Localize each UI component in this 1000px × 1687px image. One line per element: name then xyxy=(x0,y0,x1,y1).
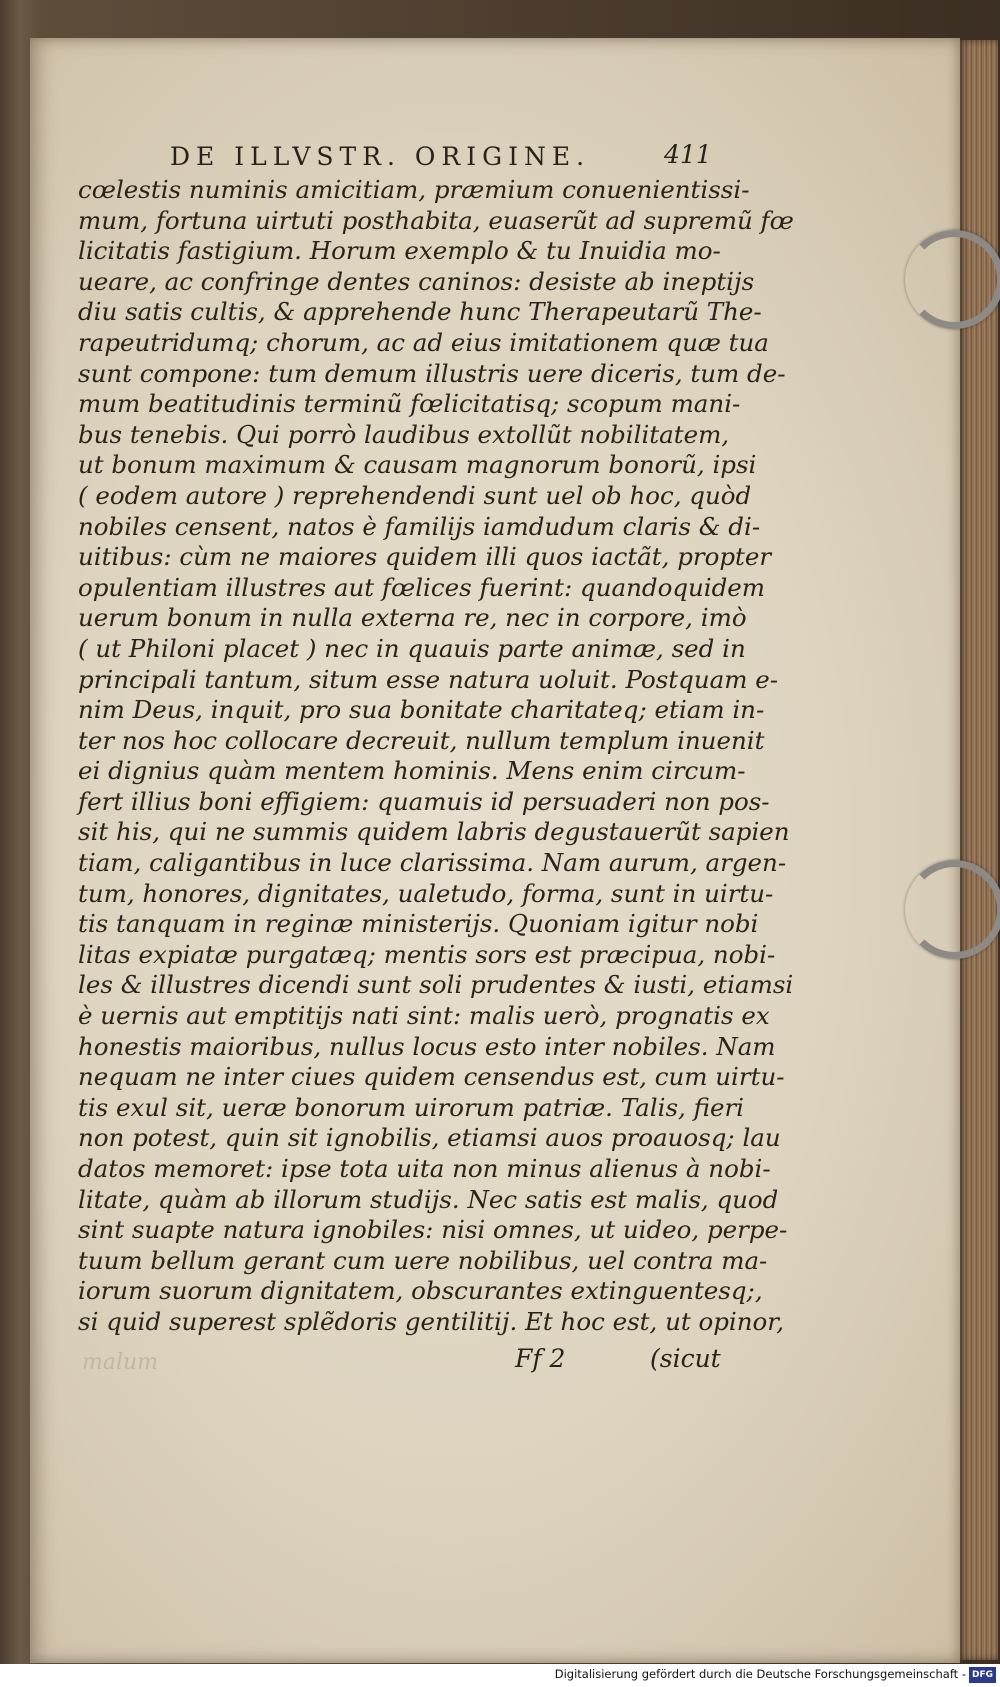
text-line: diu satis cultis, & apprehende hunc Therapeutarũ The- xyxy=(78,297,762,327)
text-line: si quid superest splẽdoris gentilitij. Et hoc est, ut opinor, xyxy=(78,1306,785,1336)
text-line: non potest, quin sit ignobilis, etiamsi auos proauosq; lau xyxy=(78,1123,781,1153)
dfg-logo[interactable]: DFG xyxy=(969,1667,996,1683)
text-line: litas expiatæ purgatæq; mentis sors est præcipua, nobi- xyxy=(78,939,776,969)
page-clip-bottom xyxy=(905,860,1000,959)
text-line: uerum bonum in nulla externa re, nec in corpore, imò xyxy=(78,603,747,633)
text-line: cœlestis numinis amicitiam, præmium conuenientissi- xyxy=(78,175,750,204)
text-line: nequam ne inter ciues quidem censendus est, cum uirtu- xyxy=(78,1062,785,1092)
text-line: iorum suorum dignitatem, obscurantes extinguentesq;, xyxy=(78,1276,763,1306)
text-line: licitatis fastigium. Horum exemplo & tu Inuidia mo- xyxy=(78,236,721,266)
text-line: è uernis aut emptitijs nati sint: malis uerò, prognatis ex xyxy=(78,1001,770,1031)
show-through-text: malum xyxy=(82,1350,159,1375)
text-line: sint suapte natura ignobiles: nisi omnes, ut uideo, perpe- xyxy=(78,1215,788,1245)
text-line: litate, quàm ab illorum studijs. Nec satis est malis, quod xyxy=(78,1184,779,1214)
text-line: mum beatitudinis terminũ fœlicitatisq; scopum mani- xyxy=(78,389,741,419)
text-line: honestis maioribus, nullus locus esto inter nobiles. Nam xyxy=(78,1031,776,1061)
text-line: fert illius boni effigiem: quamuis id persuaderi non pos- xyxy=(78,786,770,816)
text-line: ut bonum maximum & causam magnorum bonorũ, ipsi xyxy=(78,450,757,480)
text-line: sunt compone: tum demum illustris uere diceris, tum de- xyxy=(78,358,786,388)
text-line: ( ut Philoni placet ) nec in quauis parte animæ, sed in xyxy=(78,633,746,663)
running-head: DE ILLVSTR. ORIGINE. xyxy=(170,142,591,171)
text-line: mum, fortuna uirtuti posthabita, euaserũt ad supremũ fœ xyxy=(78,205,794,235)
text-line: datos memoret: ipse tota uita non minus alienus à nobi- xyxy=(78,1154,771,1183)
text-line: tiam, caligantibus in luce clarissima. Nam aurum, argen- xyxy=(78,848,787,878)
text-line: rapeutridumq; chorum, ac ad eius imitationem quæ tua xyxy=(78,327,769,357)
text-line: principali tantum, situm esse natura uoluit. Postquam e- xyxy=(78,664,779,694)
text-line: tis exul sit, ueræ bonorum uirorum patriæ. Talis, fieri xyxy=(78,1092,744,1122)
footer-credit: Digitalisierung gefördert durch die Deutsche Forschungsgemeinschaft - xyxy=(554,1667,966,1681)
text-line: ueare, ac confringe dentes caninos: desiste ab ineptijs xyxy=(78,266,755,296)
text-line: ( eodem autore ) reprehendendi sunt uel ob hoc, quòd xyxy=(78,480,752,510)
text-line: ei dignius quàm mentem hominis. Mens enim circum- xyxy=(78,756,746,786)
page-number: 411 xyxy=(664,140,712,169)
text-line: ter nos hoc collocare decreuit, nullum templum inuenit xyxy=(78,725,765,755)
text-line: bus tenebis. Qui porrò laudibus extollũt nobilitatem, xyxy=(78,419,730,449)
text-line: tis tanquam in reginæ ministerijs. Quoniam igitur nobi xyxy=(78,909,759,939)
text-line: nobiles censent, natos è familijs iamdudum claris & di- xyxy=(78,511,761,541)
body-text xyxy=(78,175,794,1338)
text-line: sit his, qui ne summis quidem labris degustauerũt sapien xyxy=(78,817,790,847)
catchword: (sicut xyxy=(650,1344,721,1373)
text-line: opulentiam illustres aut fœlices fuerint: quandoquidem xyxy=(78,572,766,602)
signature-mark: Ff 2 xyxy=(515,1344,566,1373)
text-line: uitibus: cùm ne maiores quidem illi quos iactãt, propter xyxy=(78,542,772,572)
text-line: nim Deus, inquit, pro sua bonitate charitateq; etiam in- xyxy=(78,695,765,725)
text-line: tuum bellum gerant cum uere nobilibus, uel contra ma- xyxy=(78,1245,768,1275)
page-clip-top xyxy=(905,230,1000,329)
text-line: tum, honores, dignitates, ualetudo, forma, sunt in uirtu- xyxy=(78,878,774,908)
text-line: les & illustres dicendi sunt soli prudentes & iusti, etiamsi xyxy=(78,970,794,1000)
footer-bar xyxy=(0,1664,1000,1687)
